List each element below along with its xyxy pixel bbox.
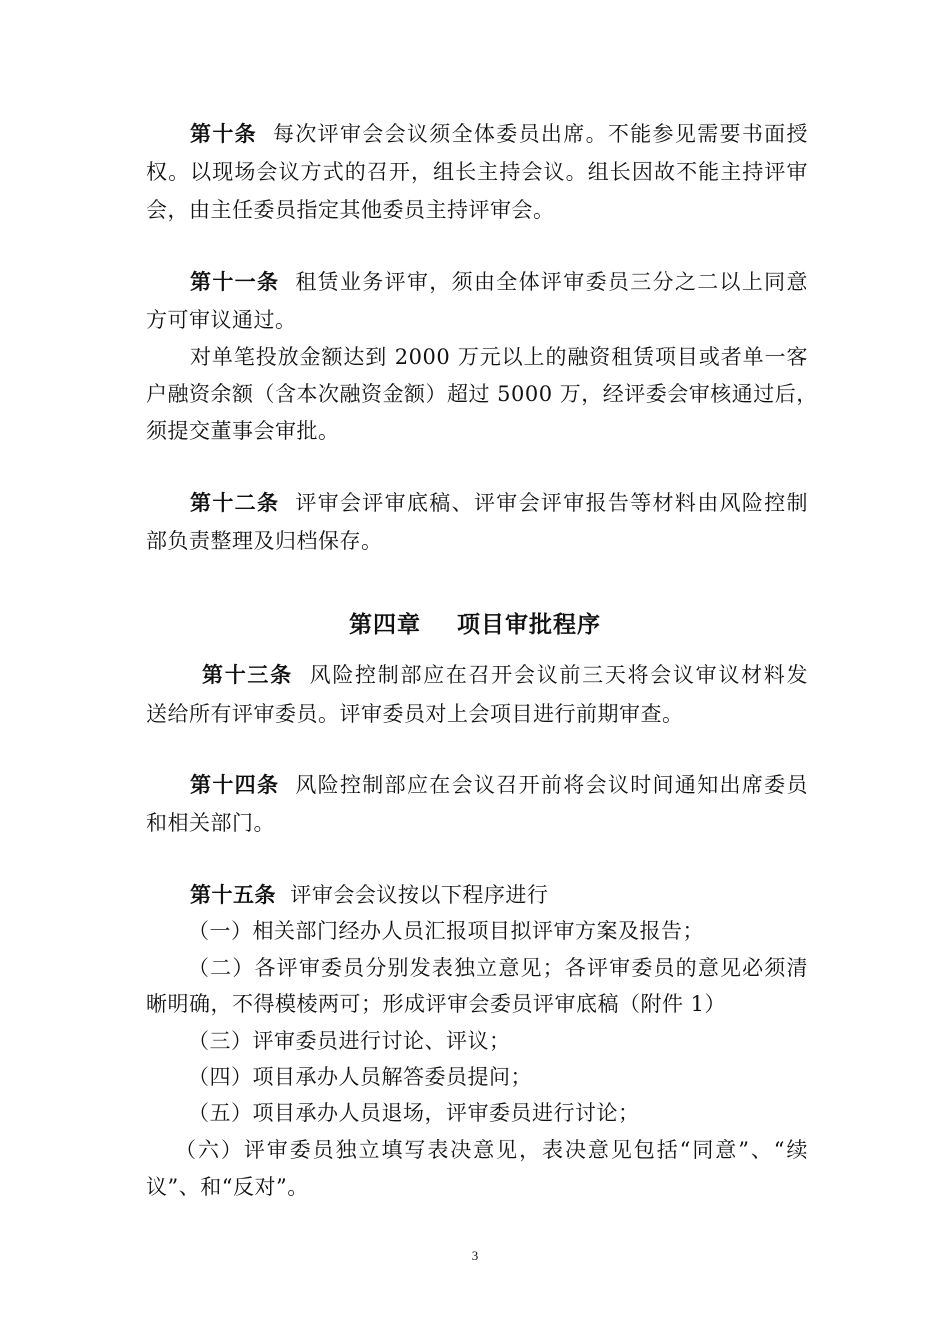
article-11-label: 第十一条 bbox=[190, 270, 280, 294]
chapter-heading: 第四章 项目审批程序 bbox=[348, 612, 602, 638]
article-11-line-2: 方可审议通过。 bbox=[146, 308, 297, 332]
article-14-label: 第十四条 bbox=[190, 773, 280, 797]
article-15-item-1: （一）相关部门经办人员汇报项目拟评审方案及报告； bbox=[188, 919, 704, 943]
article-10-line-2: 权。以现场会议方式的召开，组长主持会议。组长因故不能主持评审 bbox=[146, 160, 808, 184]
article-13-line-1 bbox=[202, 660, 808, 690]
article-15-label: 第十五条 bbox=[190, 883, 276, 907]
article-10-text-1: 每次评审会会议须全体委员出席。不能参见需要书面授 bbox=[273, 122, 809, 146]
article-12-line-1 bbox=[190, 488, 808, 518]
article-14-line-1 bbox=[190, 770, 808, 800]
article-12-line-2: 部负责整理及归档保存。 bbox=[146, 529, 383, 553]
article-15-item-4: （四）项目承办人员解答委员提问； bbox=[188, 1065, 532, 1089]
article-13-text-1: 风险控制部应在召开会议前三天将会议审议材料发 bbox=[309, 663, 809, 687]
article-15-item-6-line-2: 议”、和“反对”。 bbox=[146, 1175, 309, 1199]
article-11-text-1: 租赁业务评审，须由全体评审委员三分之二以上同意 bbox=[295, 270, 809, 294]
article-15-item-6-line-1: （六）评审委员独立填写表决意见，表决意见包括“同意”、“续 bbox=[175, 1138, 808, 1162]
article-15-item-3: （三）评审委员进行讨论、评议； bbox=[188, 1029, 511, 1053]
article-15-text-1: 评审会会议按以下程序进行 bbox=[290, 883, 549, 907]
article-15-item-5: （五）项目承办人员退场，评审委员进行讨论； bbox=[188, 1101, 640, 1125]
article-14-text-1: 风险控制部应在会议召开前将会议时间通知出席委员 bbox=[295, 773, 809, 797]
article-11-line-1 bbox=[190, 267, 808, 297]
article-14-line-2: 和相关部门。 bbox=[146, 811, 275, 835]
page-number: 3 bbox=[471, 1248, 479, 1263]
article-13-line-2: 送给所有评审委员。评审委员对上会项目进行前期审查。 bbox=[146, 702, 684, 726]
article-10-line-1 bbox=[190, 119, 808, 149]
article-11-para2-line-3: 须提交董事会审批。 bbox=[146, 419, 340, 443]
article-15-item-2-line-2: 晰明确，不得模棱两可；形成评审会委员评审底稿（附件 1） bbox=[146, 992, 727, 1016]
article-11-para2-line-2: 户融资余额（含本次融资金额）超过 5000 万，经评委会审核通过后， bbox=[146, 382, 818, 406]
article-13-label: 第十三条 bbox=[202, 663, 293, 687]
article-11-para2-line-1: 对单笔投放金额达到 2000 万元以上的融资租赁项目或者单一客 bbox=[190, 345, 808, 369]
article-10-label: 第十条 bbox=[190, 122, 257, 146]
article-12-label: 第十二条 bbox=[190, 491, 280, 515]
article-10-line-3: 会，由主任委员指定其他委员主持评审会。 bbox=[146, 198, 555, 222]
article-15-item-2-line-1: （二）各评审委员分别发表独立意见；各评审委员的意见必须清 bbox=[188, 956, 808, 980]
article-12-text-1: 评审会评审底稿、评审会评审报告等材料由风险控制 bbox=[295, 491, 809, 515]
article-15-line-1 bbox=[190, 880, 808, 910]
